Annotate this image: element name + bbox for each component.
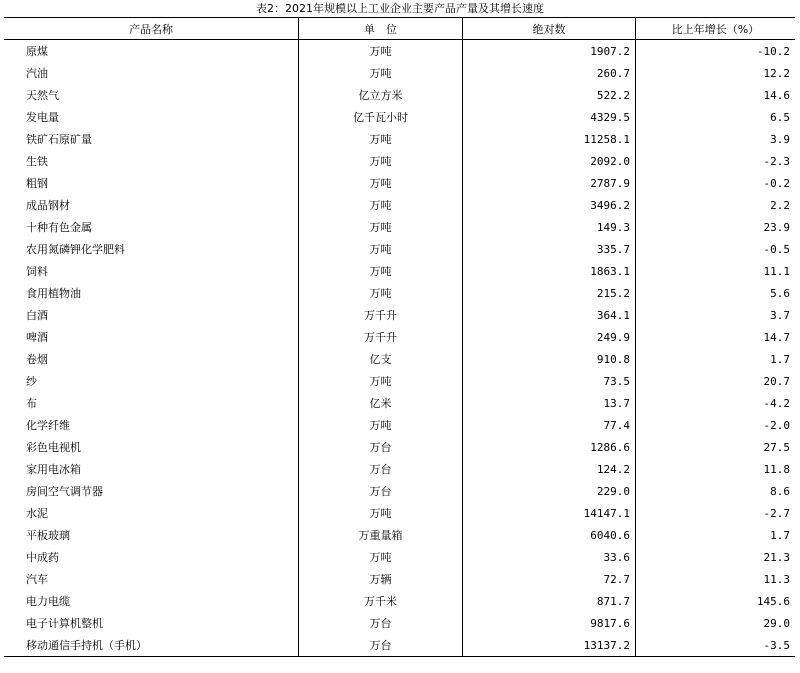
growth-rate-cell: 11.3 [636, 568, 796, 590]
product-name-cell: 移动通信手持机（手机） [4, 634, 299, 657]
unit-cell: 亿米 [299, 392, 463, 414]
unit-cell: 万千升 [299, 304, 463, 326]
table-body [4, 40, 795, 657]
growth-rate-cell: 1.7 [636, 524, 796, 546]
unit-cell: 万台 [299, 634, 463, 657]
growth-rate-cell: 11.1 [636, 260, 796, 282]
unit-cell: 万吨 [299, 282, 463, 304]
absolute-value-cell: 13.7 [463, 392, 636, 414]
growth-rate-cell: 11.8 [636, 458, 796, 480]
unit-cell: 亿支 [299, 348, 463, 370]
table-row [4, 524, 795, 546]
unit-cell: 万吨 [299, 128, 463, 150]
table-row [4, 84, 795, 106]
product-name-cell: 纱 [26, 375, 37, 388]
product-name-cell: 饲料 [26, 265, 48, 278]
product-name-cell: 家用电冰箱 [26, 463, 81, 476]
table-row [4, 590, 795, 612]
growth-rate-cell: 5.6 [636, 282, 796, 304]
table-row [4, 348, 795, 370]
absolute-value-cell: 260.7 [463, 62, 636, 84]
table-row [4, 436, 795, 458]
table-row [4, 282, 795, 304]
absolute-value-cell: 215.2 [463, 282, 636, 304]
production-table [4, 17, 795, 657]
table-row [4, 260, 795, 282]
table-row [4, 238, 795, 260]
header-product-name: 产品名称 [4, 18, 299, 40]
table-row [4, 40, 795, 63]
unit-cell: 万台 [299, 612, 463, 634]
growth-rate-cell: -0.5 [636, 238, 796, 260]
table-row [4, 106, 795, 128]
product-name-cell: 粗钢 [26, 177, 48, 190]
absolute-value-cell: 72.7 [463, 568, 636, 590]
growth-rate-cell: 21.3 [636, 546, 796, 568]
unit-cell: 万千升 [299, 326, 463, 348]
table-row [4, 634, 795, 657]
growth-rate-cell: 12.2 [636, 62, 796, 84]
table-title: 表2：2021年规模以上工业企业主要产品产量及其增长速度 [256, 2, 544, 15]
unit-cell: 万吨 [299, 502, 463, 524]
absolute-value-cell: 522.2 [463, 84, 636, 106]
absolute-value-cell: 9817.6 [463, 612, 636, 634]
absolute-value-cell: 33.6 [463, 546, 636, 568]
product-name-cell: 布 [26, 397, 37, 410]
table-row [4, 502, 795, 524]
absolute-value-cell: 11258.1 [463, 128, 636, 150]
table-row [4, 612, 795, 634]
table-row [4, 568, 795, 590]
product-name-cell: 天然气 [26, 89, 59, 102]
unit-cell: 万吨 [299, 238, 463, 260]
product-name-cell: 电力电缆 [26, 595, 70, 608]
table-row [4, 326, 795, 348]
growth-rate-cell: -2.0 [636, 414, 796, 436]
table-header-row [4, 18, 795, 40]
absolute-value-cell: 3496.2 [463, 194, 636, 216]
unit-cell: 亿千瓦小时 [299, 106, 463, 128]
product-name-cell: 农用氮磷钾化学肥料 [26, 243, 125, 256]
growth-rate-cell: 29.0 [636, 612, 796, 634]
absolute-value-cell: 13137.2 [463, 634, 636, 657]
growth-rate-cell: 145.6 [636, 590, 796, 612]
product-name-cell: 化学纤维 [26, 419, 70, 432]
absolute-value-cell: 229.0 [463, 480, 636, 502]
unit-cell: 万千米 [299, 590, 463, 612]
unit-cell: 万吨 [299, 40, 463, 63]
unit-cell: 万吨 [299, 216, 463, 238]
growth-rate-cell: -10.2 [636, 40, 796, 63]
table-row [4, 128, 795, 150]
absolute-value-cell: 2787.9 [463, 172, 636, 194]
growth-rate-cell: 1.7 [636, 348, 796, 370]
growth-rate-cell: 23.9 [636, 216, 796, 238]
header-absolute: 绝对数 [463, 18, 636, 40]
unit-cell: 万吨 [299, 370, 463, 392]
product-name-cell: 汽油 [26, 67, 48, 80]
product-name-cell: 发电量 [26, 111, 59, 124]
table-row [4, 62, 795, 84]
unit-cell: 亿立方米 [299, 84, 463, 106]
header-growth: 比上年增长（%） [636, 18, 796, 40]
growth-rate-cell: -2.3 [636, 150, 796, 172]
growth-rate-cell: -3.5 [636, 634, 796, 657]
product-name-cell: 白酒 [26, 309, 48, 322]
unit-cell: 万重量箱 [299, 524, 463, 546]
table-row [4, 216, 795, 238]
absolute-value-cell: 4329.5 [463, 106, 636, 128]
table-row [4, 392, 795, 414]
absolute-value-cell: 1863.1 [463, 260, 636, 282]
absolute-value-cell: 149.3 [463, 216, 636, 238]
table-row [4, 172, 795, 194]
absolute-value-cell: 14147.1 [463, 502, 636, 524]
absolute-value-cell: 910.8 [463, 348, 636, 370]
growth-rate-cell: 20.7 [636, 370, 796, 392]
product-name-cell: 汽车 [26, 573, 48, 586]
growth-rate-cell: 6.5 [636, 106, 796, 128]
unit-cell: 万台 [299, 436, 463, 458]
growth-rate-cell: 3.9 [636, 128, 796, 150]
product-name-cell: 平板玻璃 [26, 529, 70, 542]
growth-rate-cell: -2.7 [636, 502, 796, 524]
table-row [4, 304, 795, 326]
absolute-value-cell: 335.7 [463, 238, 636, 260]
product-name-cell: 啤酒 [26, 331, 48, 344]
table-row [4, 414, 795, 436]
unit-cell: 万吨 [299, 260, 463, 282]
unit-cell: 万台 [299, 480, 463, 502]
absolute-value-cell: 124.2 [463, 458, 636, 480]
table-row [4, 458, 795, 480]
product-name-cell: 原煤 [26, 45, 48, 58]
product-name-cell: 生铁 [26, 155, 48, 168]
unit-cell: 万吨 [299, 62, 463, 84]
growth-rate-cell: 3.7 [636, 304, 796, 326]
absolute-value-cell: 364.1 [463, 304, 636, 326]
growth-rate-cell: 8.6 [636, 480, 796, 502]
absolute-value-cell: 2092.0 [463, 150, 636, 172]
product-name-cell: 食用植物油 [26, 287, 81, 300]
header-unit: 单 位 [299, 18, 463, 40]
absolute-value-cell: 249.9 [463, 326, 636, 348]
table-row [4, 370, 795, 392]
product-name-cell: 十种有色金属 [26, 221, 92, 234]
table-row [4, 194, 795, 216]
absolute-value-cell: 871.7 [463, 590, 636, 612]
unit-cell: 万吨 [299, 172, 463, 194]
absolute-value-cell: 1907.2 [463, 40, 636, 63]
product-name-cell: 电子计算机整机 [26, 617, 103, 630]
absolute-value-cell: 6040.6 [463, 524, 636, 546]
unit-cell: 万吨 [299, 194, 463, 216]
absolute-value-cell: 1286.6 [463, 436, 636, 458]
product-name-cell: 水泥 [26, 507, 48, 520]
product-name-cell: 彩色电视机 [26, 441, 81, 454]
product-name-cell: 房间空气调节器 [26, 485, 103, 498]
product-name-cell: 中成药 [26, 551, 59, 564]
growth-rate-cell: 27.5 [636, 436, 796, 458]
unit-cell: 万台 [299, 458, 463, 480]
growth-rate-cell: 14.6 [636, 84, 796, 106]
unit-cell: 万吨 [299, 414, 463, 436]
growth-rate-cell: -4.2 [636, 392, 796, 414]
growth-rate-cell: -0.2 [636, 172, 796, 194]
absolute-value-cell: 77.4 [463, 414, 636, 436]
unit-cell: 万吨 [299, 546, 463, 568]
product-name-cell: 成品钢材 [26, 199, 70, 212]
table-row [4, 150, 795, 172]
unit-cell: 万辆 [299, 568, 463, 590]
growth-rate-cell: 14.7 [636, 326, 796, 348]
table-row [4, 480, 795, 502]
table-row [4, 546, 795, 568]
product-name-cell: 卷烟 [26, 353, 48, 366]
unit-cell: 万吨 [299, 150, 463, 172]
growth-rate-cell: 2.2 [636, 194, 796, 216]
absolute-value-cell: 73.5 [463, 370, 636, 392]
product-name-cell: 铁矿石原矿量 [26, 133, 92, 146]
